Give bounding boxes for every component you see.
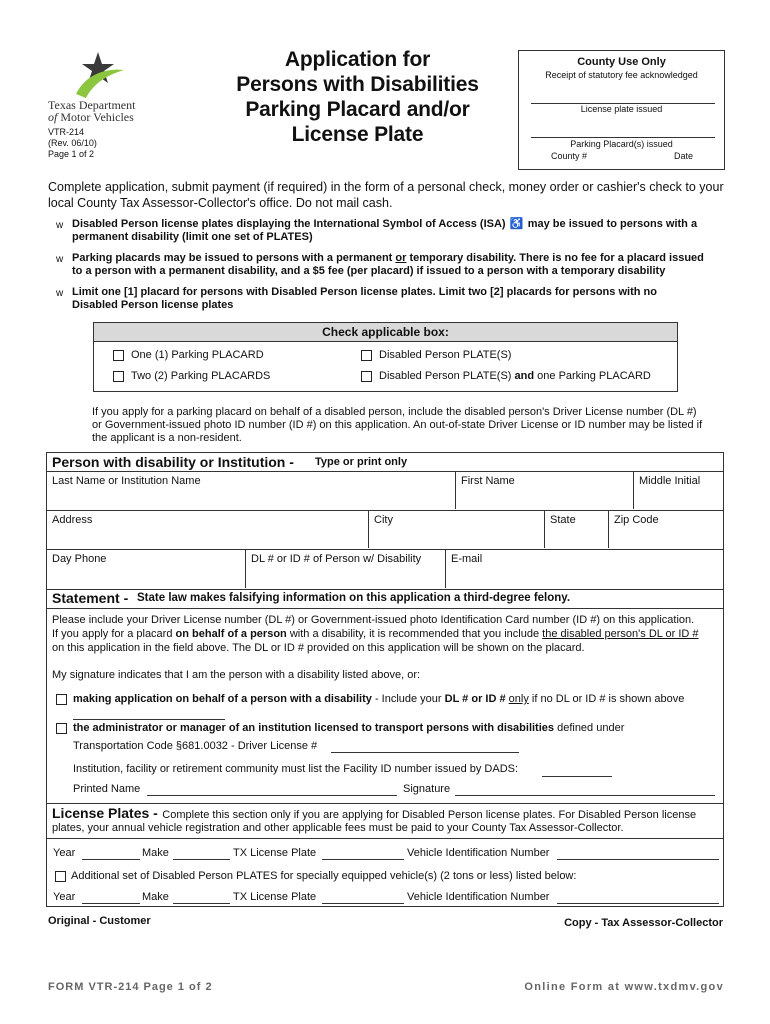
plates-checkbox[interactable] [361, 350, 372, 361]
plates-label: Disabled Person PLATE(S) [379, 349, 512, 361]
name-row [47, 471, 723, 511]
driver-license-line[interactable] [331, 752, 519, 753]
form-title: Application for Persons with Disabilities Parking Placard and/or License Plate [236, 48, 479, 146]
check-box-section [93, 322, 678, 392]
make-label: Make [142, 891, 169, 903]
vin-line[interactable] [557, 903, 719, 904]
contact-row [47, 549, 723, 590]
revision: (Rev. 06/10) [48, 138, 97, 148]
behalf-note: If you apply for a parking placard on behalf of a disabled person, include the disabled person's Driver License number (DL #) or Government-issued photo ID number (ID #) on this application. An out-of-state Driver License or ID number may be listed if the applicant is a non-resident. [92, 406, 703, 444]
vin-label: Vehicle Identification Number [407, 847, 550, 859]
year-label: Year [53, 847, 76, 859]
tx-plate-label: TX License Plate [233, 891, 317, 903]
administrator-label: the administrator or manager of an institution licensed to transport persons with disabilities defined under [73, 722, 625, 734]
city-field[interactable]: City [369, 510, 545, 548]
county-use-box [518, 50, 725, 170]
statement-heading: Statement - State law makes falsifying information on this application a third-degree felony. [47, 589, 723, 609]
county-use-title: County Use Only [577, 56, 666, 68]
vin-label: Vehicle Identification Number [407, 891, 550, 903]
make-line[interactable] [173, 903, 230, 904]
printed-name-label: Printed Name [73, 783, 141, 795]
plates-heading: License Plates - Complete this section only if you are applying for Disabled Person license plates. For Disabled Person license [52, 805, 697, 821]
additional-plates-checkbox[interactable] [55, 871, 66, 882]
plates-divider-2 [47, 838, 723, 839]
facility-label: Institution, facility or retirement community must list the Facility ID number issued by DADS: [73, 763, 519, 775]
bullet2-or: or [395, 252, 407, 264]
signature-label: Signature [403, 783, 451, 795]
facility-id-line[interactable] [542, 776, 612, 777]
main-form [46, 452, 724, 907]
transport-code-label: Transportation Code §681.0032 - Driver License # [73, 740, 318, 752]
original-customer: Original - Customer [48, 915, 151, 927]
year-line[interactable] [82, 859, 140, 860]
address-field[interactable]: Address [47, 510, 369, 548]
bullet3-line1: Limit one [1] placard for persons with Disabled Person license plates. Limit two [2] placards for persons with no [72, 286, 657, 298]
dl-id-field[interactable]: DL # or ID # of Person w/ Disability [246, 549, 446, 588]
year-line[interactable] [82, 903, 140, 904]
star-swoosh-icon [68, 50, 128, 102]
middle-initial-field[interactable]: Middle Initial [639, 475, 701, 487]
bullet-marker: w [56, 288, 64, 299]
day-phone-field[interactable]: Day Phone [47, 549, 246, 588]
isa-wheelchair-icon: ♿ [509, 218, 524, 230]
footer-online: Online Form at www.txdmv.gov [524, 981, 724, 993]
bullet-marker: w [56, 254, 64, 265]
plate1-row [53, 847, 721, 863]
year-label: Year [53, 891, 76, 903]
plates-divider [47, 803, 723, 804]
on-behalf-checkbox[interactable] [56, 694, 67, 705]
two-placards-label: Two (2) Parking PLACARDS [131, 370, 271, 382]
tx-plate-label: TX License Plate [233, 847, 317, 859]
bullet1-text-a: Disabled Person license plates displaying the International Symbol of Access (ISA) [72, 218, 506, 230]
make-line[interactable] [173, 859, 230, 860]
vin-line[interactable] [557, 859, 719, 860]
on-behalf-line[interactable] [73, 719, 225, 720]
plates-and-placard-checkbox[interactable] [361, 371, 372, 382]
plates-and-placard-label: Disabled Person PLATE(S) and one Parking PLACARD [379, 370, 651, 382]
statement-body: Please include your Driver License number (DL #) or Government-issued photo Identification Card number (ID #) on this application. If you apply for a placard on behalf of a person with a disability, it is recommended that you include the disabled person's DL or ID # on this application in the field above. The DL or ID # provided on this application will be shown on the placard. [52, 614, 699, 654]
email-field[interactable]: E-mail [451, 553, 483, 565]
county-use-placard: Parking Placard(s) issued [570, 139, 673, 149]
address-row [47, 510, 723, 550]
one-placard-label: One (1) Parking PLACARD [131, 349, 264, 361]
two-placards-checkbox[interactable] [113, 371, 124, 382]
footer-form-page: FORM VTR-214 Page 1 of 2 [48, 981, 213, 993]
agency-name-line1: Texas Department [48, 98, 136, 112]
bullet3-line2: Disabled Person license plates [72, 299, 234, 311]
bullet-marker: w [56, 220, 64, 231]
agency-name-line2: of Motor Vehicles [48, 110, 134, 124]
form-id: VTR-214 [48, 127, 85, 137]
bullet2-line2: to a person with a permanent disability, and a $5 fee (per placard) if issued to a person with a temporary disability [72, 265, 666, 277]
plates-heading-sub: Complete this section only if you are applying for Disabled Person license plates. For Disabled Person license [162, 809, 697, 821]
txdmv-logo [68, 50, 128, 102]
first-name-field[interactable]: First Name [456, 471, 634, 509]
on-behalf-label: making application on behalf of a person with a disability - Include your DL # or ID # only if no DL or ID # is shown above [73, 693, 685, 705]
last-name-field[interactable]: Last Name or Institution Name [47, 471, 456, 509]
signature-indicates: My signature indicates that I am the person with a disability listed above, or: [52, 669, 421, 681]
bullet2-text-b: temporary disability. There is no fee for a placard issued [409, 252, 704, 264]
make-label: Make [142, 847, 169, 859]
person-heading-sub: Type or print only [315, 456, 408, 468]
one-placard-checkbox[interactable] [113, 350, 124, 361]
additional-plates-label: Additional set of Disabled Person PLATES for specially equipped vehicle(s) (2 tons or less) listed below: [71, 870, 577, 882]
date-label: Date [674, 151, 694, 161]
tx-plate-line[interactable] [322, 859, 404, 860]
signature-line[interactable] [455, 795, 715, 796]
statement-heading-sub: State law makes falsifying information on this application a third-degree felony. [137, 592, 571, 604]
intro-text: Complete application, submit payment (if required) in the form of a personal check, money order or cashier's check to your local County Tax Assessor-Collector's office. Do not mail cash. [48, 180, 724, 210]
person-heading: Person with disability or Institution - Type or print only [47, 453, 723, 472]
bullet1-line2: permanent disability (limit one set of PLATES) [72, 231, 313, 243]
county-use-fee: Receipt of statutory fee acknowledged [545, 70, 698, 80]
bullet2-text-a: Parking placards may be issued to persons with a permanent [72, 252, 393, 264]
zip-field[interactable]: Zip Code [614, 514, 659, 526]
tx-plate-line[interactable] [322, 903, 404, 904]
bullet1-text-b: may be issued to persons with a [527, 218, 698, 230]
printed-name-line[interactable] [147, 795, 397, 796]
copy-tax-assessor: Copy - Tax Assessor-Collector [564, 917, 723, 929]
check-box-title: Check applicable box: [94, 323, 677, 342]
plate-line [531, 137, 715, 138]
county-number-label: County # [551, 151, 588, 161]
plate2-row [53, 891, 721, 907]
plates-line2: plates, your annual vehicle registration and other applicable fees must be paid to your County Tax Assessor-Collector. [52, 822, 624, 834]
county-use-plate: License plate issued [580, 104, 663, 114]
state-field[interactable]: State [545, 510, 609, 548]
administrator-checkbox[interactable] [56, 723, 67, 734]
bullet-list [56, 218, 728, 316]
page-number: Page 1 of 2 [48, 149, 95, 159]
